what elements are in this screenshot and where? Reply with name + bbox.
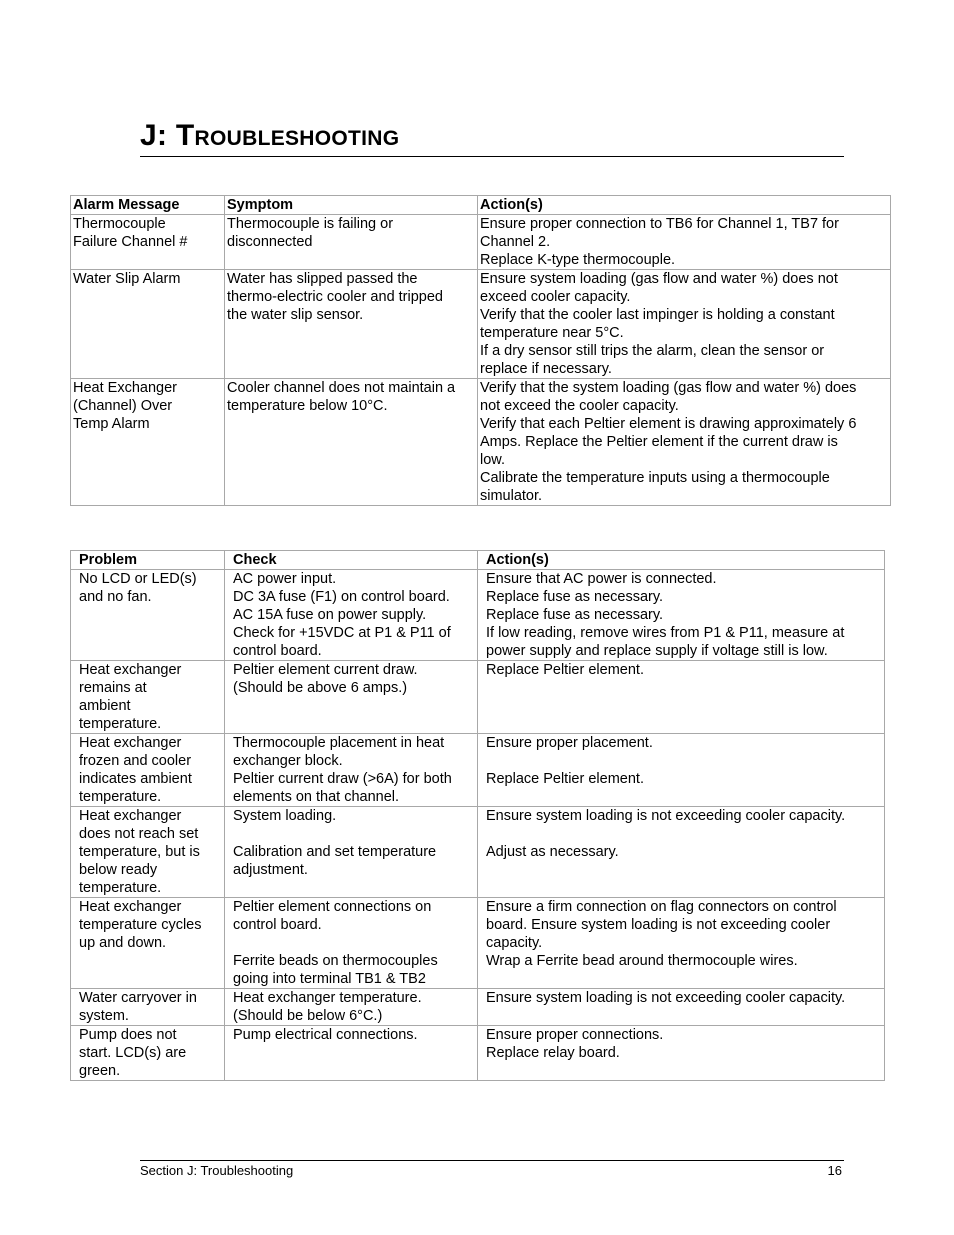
cell-text-line: Heat exchanger temperature. xyxy=(233,990,422,1006)
blank-line xyxy=(233,825,475,843)
cell-text-line: temperature below 10°C. xyxy=(227,398,388,414)
cell-text-line: power supply and replace supply if voltage still is low. xyxy=(486,643,828,659)
cell-text-line: Replace relay board. xyxy=(486,1045,620,1061)
cell-text-line: (Should be above 6 amps.) xyxy=(233,680,408,696)
cell-text-line: Channel 2. xyxy=(480,234,551,250)
cell-text-line: Water Slip Alarm xyxy=(73,271,181,287)
problem-table-row-cell-col-1 xyxy=(71,661,225,734)
alarm-table-row xyxy=(71,270,891,379)
problem-table-row xyxy=(71,661,885,734)
cell-text-line: Peltier current draw (>6A) for both xyxy=(233,771,452,787)
cell-text-line: Heat exchanger xyxy=(79,899,182,915)
problem-table-row-cell-col-3 xyxy=(478,898,885,989)
problem-table-row-cell-col-1 xyxy=(71,807,225,898)
cell-text-line: Ensure system loading (gas flow and water %) does not xyxy=(480,271,838,287)
cell-text-line: control board. xyxy=(233,643,322,659)
cell-text-line: simulator. xyxy=(480,488,543,504)
problem-table-row-cell-col-3 xyxy=(478,989,885,1026)
alarm-table-row-cell-col-1 xyxy=(71,379,225,506)
cell-text-line: Wrap a Ferrite bead around thermocouple wires. xyxy=(486,953,798,969)
cell-text-line: does not reach set xyxy=(79,826,199,842)
cell-text-line: elements on that channel. xyxy=(233,789,400,805)
cell-text-line: thermo-electric cooler and tripped xyxy=(227,289,443,305)
cell-text-line: exceed cooler capacity. xyxy=(480,289,631,305)
problem-table-row-cell-col-1 xyxy=(71,898,225,989)
cell-text-line: temperature, but is xyxy=(79,844,200,860)
cell-text-line: ambient xyxy=(79,698,131,714)
cell-text-line: Ensure a firm connection on flag connectors on control xyxy=(486,899,837,915)
alarm-table-row-cell-col-2 xyxy=(225,379,478,506)
cell-text-line: Pump electrical connections. xyxy=(233,1027,418,1043)
cell-text-line: Temp Alarm xyxy=(73,416,150,432)
cell-text-line: board. Ensure system loading is not exceeding cooler xyxy=(486,917,831,933)
alarm-table-row xyxy=(71,379,891,506)
cell-text-line: Ensure that AC power is connected. xyxy=(486,571,717,587)
problem-table-row-cell-col-2 xyxy=(225,898,478,989)
problem-table-row-cell-col-2 xyxy=(225,807,478,898)
problem-table-row-cell-col-2 xyxy=(225,989,478,1026)
cell-text-line: low. xyxy=(480,452,505,468)
cell-text-line: control board. xyxy=(233,917,322,933)
alarm-table-row xyxy=(71,215,891,270)
cell-text-line: Replace K-type thermocouple. xyxy=(480,252,676,268)
problem-table-row-cell-col-1 xyxy=(71,570,225,661)
cell-text-line: Thermocouple placement in heat xyxy=(233,735,445,751)
cell-text-line: not exceed the cooler capacity. xyxy=(480,398,679,414)
cell-text-line: Peltier element connections on xyxy=(233,899,432,915)
cell-text-line: System loading. xyxy=(233,808,337,824)
cell-text-line: Check for +15VDC at P1 & P11 of xyxy=(233,625,451,641)
cell-text-line: Replace Peltier element. xyxy=(486,662,644,678)
cell-text-line: up and down. xyxy=(79,935,167,951)
cell-text-line: Thermocouple is failing or xyxy=(227,216,394,232)
problem-table-row xyxy=(71,807,885,898)
alarm-table-header-symptom: Symptom xyxy=(225,196,478,215)
page-footer xyxy=(140,1160,844,1178)
cell-text-line: AC 15A fuse on power supply. xyxy=(233,607,427,623)
problem-table-row-cell-col-3 xyxy=(478,570,885,661)
alarm-table-row-cell-col-3 xyxy=(478,379,891,506)
cell-text-line: going into terminal TB1 & TB2 xyxy=(233,971,426,987)
alarm-table-row-cell-col-2 xyxy=(225,270,478,379)
cell-text-line: temperature near 5°C. xyxy=(480,325,624,341)
cell-text-line: Heat exchanger xyxy=(79,662,182,678)
cell-text-line: If low reading, remove wires from P1 & P11, measure at xyxy=(486,625,845,641)
cell-text-line: Calibration and set temperature xyxy=(233,844,437,860)
cell-text-line: Ferrite beads on thermocouples xyxy=(233,953,438,969)
problem-table-header-problem: Problem xyxy=(71,551,225,570)
cell-text-line: frozen and cooler xyxy=(79,753,192,769)
cell-text-line: AC power input. xyxy=(233,571,337,587)
cell-text-line: and no fan. xyxy=(79,589,152,605)
problem-table-row xyxy=(71,989,885,1026)
cell-text-line: Failure Channel # xyxy=(73,234,188,250)
cell-text-line: green. xyxy=(79,1063,121,1079)
blank-line xyxy=(486,752,882,770)
problem-table-row-cell-col-2 xyxy=(225,661,478,734)
cell-text-line: (Should be below 6°C.) xyxy=(233,1008,383,1024)
problem-table-row xyxy=(71,734,885,807)
page-title: J: Troubleshooting xyxy=(140,116,844,157)
cell-text-line: Ensure proper connections. xyxy=(486,1027,664,1043)
cell-text-line: Verify that the system loading (gas flow and water %) does xyxy=(480,380,857,396)
cell-text-line: If a dry sensor still trips the alarm, clean the sensor or xyxy=(480,343,825,359)
problem-table-row xyxy=(71,1026,885,1081)
cell-text-line: Ensure system loading is not exceeding cooler capacity. xyxy=(486,808,846,824)
alarm-table-row-cell-col-3 xyxy=(478,270,891,379)
alarm-table-row-cell-col-3 xyxy=(478,215,891,270)
problem-table-header-row xyxy=(71,551,885,570)
problem-table-row-cell-col-2 xyxy=(225,1026,478,1081)
alarm-table-header-actions: Action(s) xyxy=(478,196,891,215)
cell-text-line: Ensure system loading is not exceeding cooler capacity. xyxy=(486,990,846,1006)
alarm-table-header-row xyxy=(71,196,891,215)
cell-text-line: exchanger block. xyxy=(233,753,343,769)
cell-text-line: the water slip sensor. xyxy=(227,307,364,323)
alarm-table-row-cell-col-1 xyxy=(71,215,225,270)
cell-text-line: Thermocouple xyxy=(73,216,166,232)
cell-text-line: start. LCD(s) are xyxy=(79,1045,187,1061)
cell-text-line: remains at xyxy=(79,680,147,696)
cell-text-line: temperature. xyxy=(79,880,162,896)
cell-text-line: Replace fuse as necessary. xyxy=(486,607,664,623)
problem-table-row-cell-col-1 xyxy=(71,1026,225,1081)
cell-text-line: Amps. Replace the Peltier element if the current draw is xyxy=(480,434,838,450)
cell-text-line: Peltier element current draw. xyxy=(233,662,418,678)
cell-text-line: Adjust as necessary. xyxy=(486,844,619,860)
cell-text-line: Pump does not xyxy=(79,1027,177,1043)
cell-text-line: system. xyxy=(79,1008,129,1024)
cell-text-line: Water has slipped passed the xyxy=(227,271,418,287)
cell-text-line: capacity. xyxy=(486,935,543,951)
cell-text-line: temperature cycles xyxy=(79,917,202,933)
alarm-table-header-alarm-message: Alarm Message xyxy=(71,196,225,215)
cell-text-line: Calibrate the temperature inputs using a thermocouple xyxy=(480,470,830,486)
cell-text-line: Heat exchanger xyxy=(79,808,182,824)
cell-text-line: replace if necessary. xyxy=(480,361,612,377)
problem-table-row-cell-col-3 xyxy=(478,1026,885,1081)
problem-table-row-cell-col-1 xyxy=(71,989,225,1026)
cell-text-line: Water carryover in xyxy=(79,990,197,1006)
problem-check-table xyxy=(70,550,885,1081)
problem-table-row-cell-col-2 xyxy=(225,570,478,661)
cell-text-line: below ready xyxy=(79,862,158,878)
cell-text-line: Heat exchanger xyxy=(79,735,182,751)
footer-page-number: 16 xyxy=(827,1163,842,1178)
cell-text-line: indicates ambient xyxy=(79,771,192,787)
problem-table-row-cell-col-1 xyxy=(71,734,225,807)
blank-line xyxy=(486,825,882,843)
alarm-message-table xyxy=(70,195,891,506)
cell-text-line: temperature. xyxy=(79,716,162,732)
problem-table-header-check: Check xyxy=(225,551,478,570)
blank-line xyxy=(233,934,475,952)
cell-text-line: DC 3A fuse (F1) on control board. xyxy=(233,589,450,605)
cell-text-line: Verify that each Peltier element is drawing approximately 6 xyxy=(480,416,857,432)
cell-text-line: Replace Peltier element. xyxy=(486,771,644,787)
cell-text-line: disconnected xyxy=(227,234,313,250)
problem-table-row-cell-col-3 xyxy=(478,734,885,807)
problem-table-row-cell-col-2 xyxy=(225,734,478,807)
cell-text-line: adjustment. xyxy=(233,862,308,878)
cell-text-line: Heat Exchanger xyxy=(73,380,177,396)
cell-text-line: No LCD or LED(s) xyxy=(79,571,197,587)
cell-text-line: temperature. xyxy=(79,789,162,805)
cell-text-line: Cooler channel does not maintain a xyxy=(227,380,456,396)
footer-section-label: Section J: Troubleshooting xyxy=(140,1163,294,1178)
cell-text-line: (Channel) Over xyxy=(73,398,173,414)
alarm-table-row-cell-col-2 xyxy=(225,215,478,270)
alarm-table-row-cell-col-1 xyxy=(71,270,225,379)
cell-text-line: Verify that the cooler last impinger is holding a constant xyxy=(480,307,835,323)
problem-table-row-cell-col-3 xyxy=(478,807,885,898)
cell-text-line: Ensure proper connection to TB6 for Channel 1, TB7 for xyxy=(480,216,839,232)
problem-table-row xyxy=(71,898,885,989)
cell-text-line: Replace fuse as necessary. xyxy=(486,589,664,605)
problem-table-header-actions: Action(s) xyxy=(478,551,885,570)
problem-table-row xyxy=(71,570,885,661)
problem-table-row-cell-col-3 xyxy=(478,661,885,734)
cell-text-line: Ensure proper placement. xyxy=(486,735,653,751)
